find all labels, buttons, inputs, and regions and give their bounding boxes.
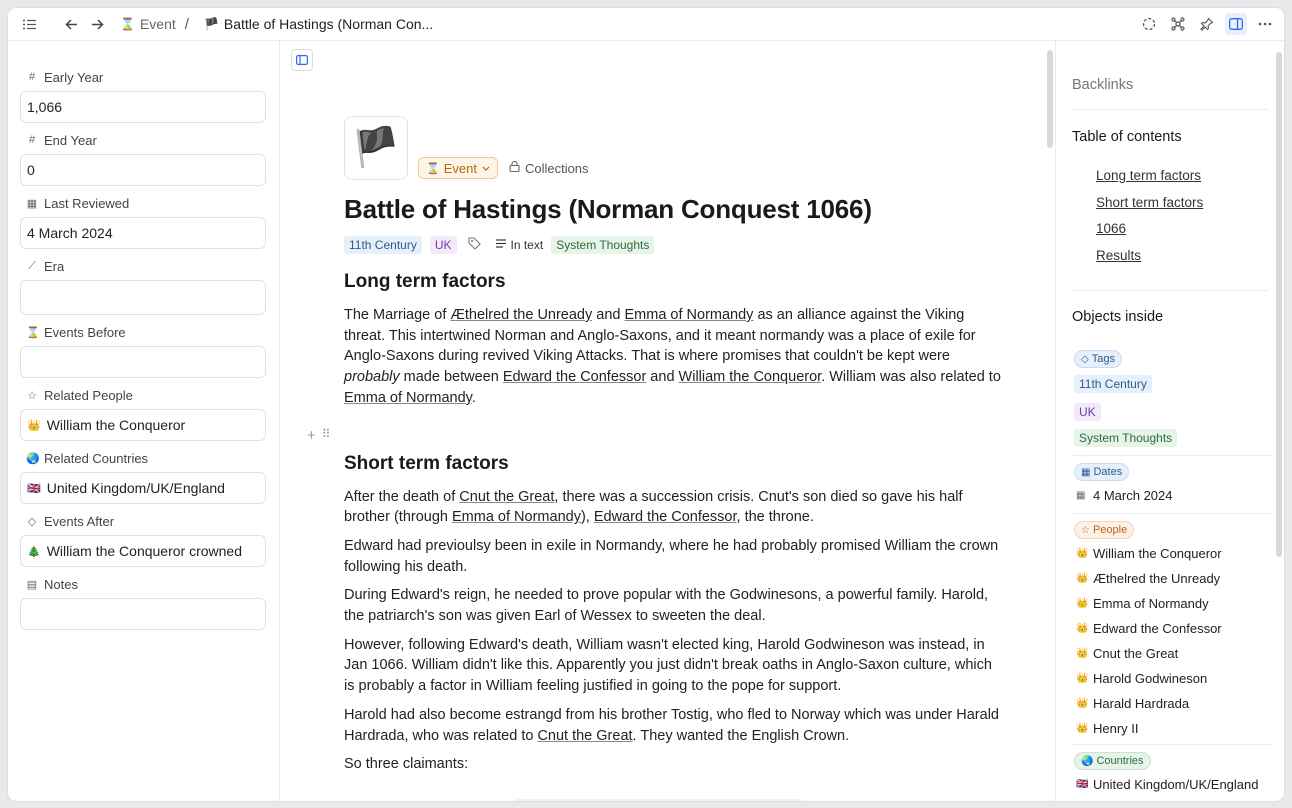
property-label: Early Year — [44, 69, 104, 85]
property-events-before — [20, 323, 266, 378]
property-label: Related Countries — [44, 450, 149, 466]
last-reviewed-field[interactable]: 4 March 2024 — [20, 217, 266, 249]
lock-icon — [509, 161, 520, 175]
tag-chip[interactable]: System Thoughts — [1074, 429, 1177, 447]
person-item[interactable]: 👑 Edward the Confessor — [1076, 621, 1222, 636]
property-related-people — [20, 386, 266, 441]
crown-icon: 👑 — [1076, 648, 1089, 659]
calendar-icon: ▦ — [1076, 490, 1086, 501]
more-icon[interactable] — [1254, 13, 1276, 35]
crown-icon: 👑 — [1076, 723, 1089, 734]
page-icon[interactable]: 🏴 — [344, 116, 408, 180]
england-flag-icon: 🏴 — [203, 17, 219, 31]
link-cnut[interactable]: Cnut the Great — [537, 727, 633, 744]
person-item[interactable]: 👑 Emma of Normandy — [1076, 596, 1209, 611]
tree-icon: 🎄 — [27, 545, 41, 558]
paragraph: So three claimants: — [344, 756, 469, 773]
related-people-field[interactable]: 👑 William the Conqueror — [20, 409, 266, 441]
graph-icon[interactable] — [1167, 13, 1189, 35]
person-item[interactable]: 👑 Cnut the Great — [1076, 646, 1179, 661]
pin-icon[interactable] — [1196, 13, 1218, 35]
breadcrumb-separator: / — [184, 15, 189, 33]
uk-flag-icon: 🇬🇧 — [1076, 779, 1089, 790]
hourglass-icon: ⌛ — [120, 17, 135, 31]
heading-short-term: Short term factors — [344, 452, 509, 474]
property-notes — [20, 575, 266, 630]
crown-icon: 👑 — [1076, 598, 1089, 609]
link-emma[interactable]: Emma of Normandy — [624, 307, 754, 323]
link-emma[interactable]: Emma of Normandy — [452, 509, 581, 526]
tags-section-pill: ◇ Tags — [1074, 350, 1122, 368]
toc-item[interactable]: 1066 — [1096, 221, 1127, 236]
paragraph: Harold had also become estrangd from his brother Tostig, who fled to Norway which was under Harald Hardrada, who was related to Cnut the Great. They wanted the English Crown. — [344, 706, 999, 744]
chart-line-icon: ⟋ — [28, 259, 36, 272]
end-year-field[interactable]: 0 — [20, 154, 266, 186]
toc-item[interactable]: Short term factors — [1096, 195, 1204, 210]
breadcrumb-page[interactable] — [204, 16, 433, 32]
page-title[interactable]: Battle of Hastings (Norman Conquest 1066) — [344, 194, 872, 224]
crown-icon: 👑 — [27, 419, 41, 432]
events-after-field[interactable]: 🎄 William the Conqueror crowned — [20, 535, 266, 567]
person-item[interactable]: 👑 Harald Hardrada — [1076, 696, 1190, 711]
crown-icon: 👑 — [1076, 623, 1089, 634]
sync-icon[interactable] — [1138, 13, 1160, 35]
property-label: Last Reviewed — [44, 195, 130, 211]
person-item[interactable]: 👑 Æthelred the Unready — [1076, 571, 1221, 586]
hourglass-icon: ⌛ — [26, 326, 40, 339]
paragraph: Edward had previoulsy been in exile in Normandy, where he had probably promised William the crown following his death. — [344, 537, 999, 575]
app-window — [8, 8, 1284, 801]
number-icon: # — [28, 71, 36, 83]
chevron-down-icon — [482, 166, 490, 171]
property-label: Events Before — [44, 324, 126, 340]
breadcrumb-type-label: Event — [139, 16, 176, 32]
tag-chip[interactable]: UK — [430, 236, 457, 254]
events-before-field[interactable] — [20, 346, 266, 378]
property-label: Notes — [44, 576, 78, 592]
countries-section-pill: 🌏 Countries — [1074, 752, 1151, 770]
tag-chip[interactable]: UK — [1074, 403, 1101, 421]
callout-block — [514, 799, 802, 801]
hourglass-icon: ⌛ — [426, 162, 440, 175]
system-tag-chip[interactable]: System Thoughts — [551, 236, 654, 254]
crown-icon: 👑 — [1076, 548, 1089, 559]
notes-field[interactable] — [20, 598, 266, 630]
people-icon: ☆ — [27, 389, 37, 402]
objects-inside-title: Objects inside — [1072, 309, 1164, 325]
paragraph: The Marriage of Æthelred the Unready and Emma of Normandy as an alliance against the Viking threat. This intertwined Norman and Anglo-Saxons, and it meant normandy was a place of exile for Anglo-Saxons during revived Viking Attacks. That is where promises that couldn't be kept were probably made between Edward the Confessor and William the Conqueror. William was also related to Emma of Normandy. — [344, 307, 1001, 406]
tag-chip[interactable]: 11th Century — [1074, 375, 1152, 393]
notes-icon: ▤ — [26, 578, 38, 591]
globe-icon: 🌏 — [1081, 755, 1094, 767]
property-related-countries — [20, 449, 266, 504]
link-edward[interactable]: Edward the Confessor — [593, 509, 737, 526]
add-block-icon[interactable]: + — [307, 427, 316, 444]
people-section-pill: ☆ People — [1074, 521, 1134, 539]
link-aethelred[interactable]: Æthelred the Unready — [450, 307, 593, 323]
right-panel-scrollbar[interactable] — [1276, 52, 1282, 557]
document-content — [344, 116, 1004, 775]
date-item[interactable]: ▦ 4 March 2024 — [1076, 488, 1173, 503]
person-item[interactable]: 👑 Henry II — [1076, 721, 1139, 736]
editor — [281, 41, 1054, 801]
breadcrumb-page-label: Battle of Hastings (Norman Con... — [223, 16, 434, 32]
property-end-year — [20, 131, 266, 186]
tag-icon: ◇ — [27, 515, 37, 528]
link-edward[interactable]: Edward the Confessor — [502, 369, 647, 386]
paragraph: After the death of Cnut the Great, there was a succession crisis. Cnut's son died so gave his half brother (through Emma of Normandy), Edward the Confessor, the throne. — [344, 488, 963, 526]
link-william[interactable]: William the Conqueror — [678, 369, 822, 386]
list-icon[interactable] — [18, 13, 40, 35]
calendar-icon: ▦ — [26, 197, 38, 210]
calendar-icon: ▦ — [1081, 466, 1091, 478]
properties-panel — [8, 41, 280, 801]
crown-icon: 👑 — [1076, 573, 1089, 584]
tag-row — [344, 236, 1004, 254]
property-early-year — [20, 68, 266, 123]
property-era — [20, 257, 266, 315]
toc-item[interactable]: Long term factors — [1096, 168, 1202, 183]
property-label: Era — [44, 258, 65, 274]
uk-flag-icon: 🇬🇧 — [27, 482, 41, 495]
drag-handle-icon[interactable]: ⠿ — [321, 427, 330, 441]
sidebar-toggle-icon[interactable] — [291, 49, 313, 71]
backlinks-title[interactable]: Backlinks — [1072, 77, 1134, 93]
early-year-field[interactable]: 1,066 — [20, 91, 266, 123]
forward-arrow-icon[interactable] — [86, 13, 108, 35]
paragraph: During Edward's reign, he needed to prove popular with the Godwinesons, a powerful family. Harold, the patriarch's son was given Earl of Wessex to sweeten the deal. — [344, 587, 989, 625]
link-emma[interactable]: Emma of Normandy — [344, 389, 472, 406]
toolbar-actions — [1138, 13, 1276, 35]
right-panel-toggle-icon[interactable] — [1225, 13, 1247, 35]
type-selector[interactable] — [418, 157, 498, 179]
tag-icon: ◇ — [1081, 353, 1089, 365]
person-item[interactable]: 👑 Harold Godwineson — [1076, 671, 1208, 686]
toc-item[interactable]: Results — [1096, 248, 1142, 263]
property-last-reviewed — [20, 194, 266, 249]
right-panel — [1055, 41, 1284, 801]
block-controls — [307, 427, 330, 444]
globe-icon: 🌏 — [26, 452, 40, 465]
property-label: End Year — [44, 132, 97, 148]
editor-scrollbar[interactable] — [1047, 50, 1053, 148]
crown-icon: 👑 — [1076, 673, 1089, 684]
dates-section-pill: ▦ Dates — [1074, 463, 1129, 481]
back-arrow-icon[interactable] — [60, 13, 82, 35]
breadcrumb-type[interactable] — [120, 16, 176, 32]
collections-button[interactable]: Collections — [509, 161, 589, 176]
paragraph: However, following Edward's death, William wasn't elected king, Harold Godwineson was instead, in Jan 1066. William didn't like this. Apparently you just didn't break oaths in Anglo-Saxon culture, which is probably a factor in William feeling justified in going to the pope for support. — [344, 636, 992, 695]
property-label: Events After — [44, 513, 115, 529]
related-countries-field[interactable]: 🇬🇧 United Kingdom/UK/England — [20, 472, 266, 504]
tag-icon[interactable] — [468, 237, 481, 253]
property-events-after — [20, 512, 266, 567]
country-item[interactable]: 🇬🇧 United Kingdom/UK/England — [1076, 777, 1259, 792]
text-lines-icon — [496, 239, 506, 251]
top-bar — [8, 8, 1284, 41]
tag-chip[interactable]: 11th Century — [344, 236, 422, 254]
people-icon: ☆ — [1081, 524, 1090, 536]
type-label: Event — [443, 160, 477, 176]
link-cnut[interactable]: Cnut the Great — [459, 488, 555, 505]
in-text-indicator[interactable]: In text — [496, 238, 544, 252]
person-item[interactable]: 👑 William the Conqueror — [1076, 546, 1222, 561]
toc-title: Table of contents — [1072, 129, 1182, 145]
heading-long-term: Long term factors — [344, 271, 506, 292]
number-icon: # — [28, 134, 36, 146]
crown-icon: 👑 — [1076, 698, 1089, 709]
property-label: Related People — [44, 387, 133, 403]
era-field[interactable] — [20, 280, 266, 315]
